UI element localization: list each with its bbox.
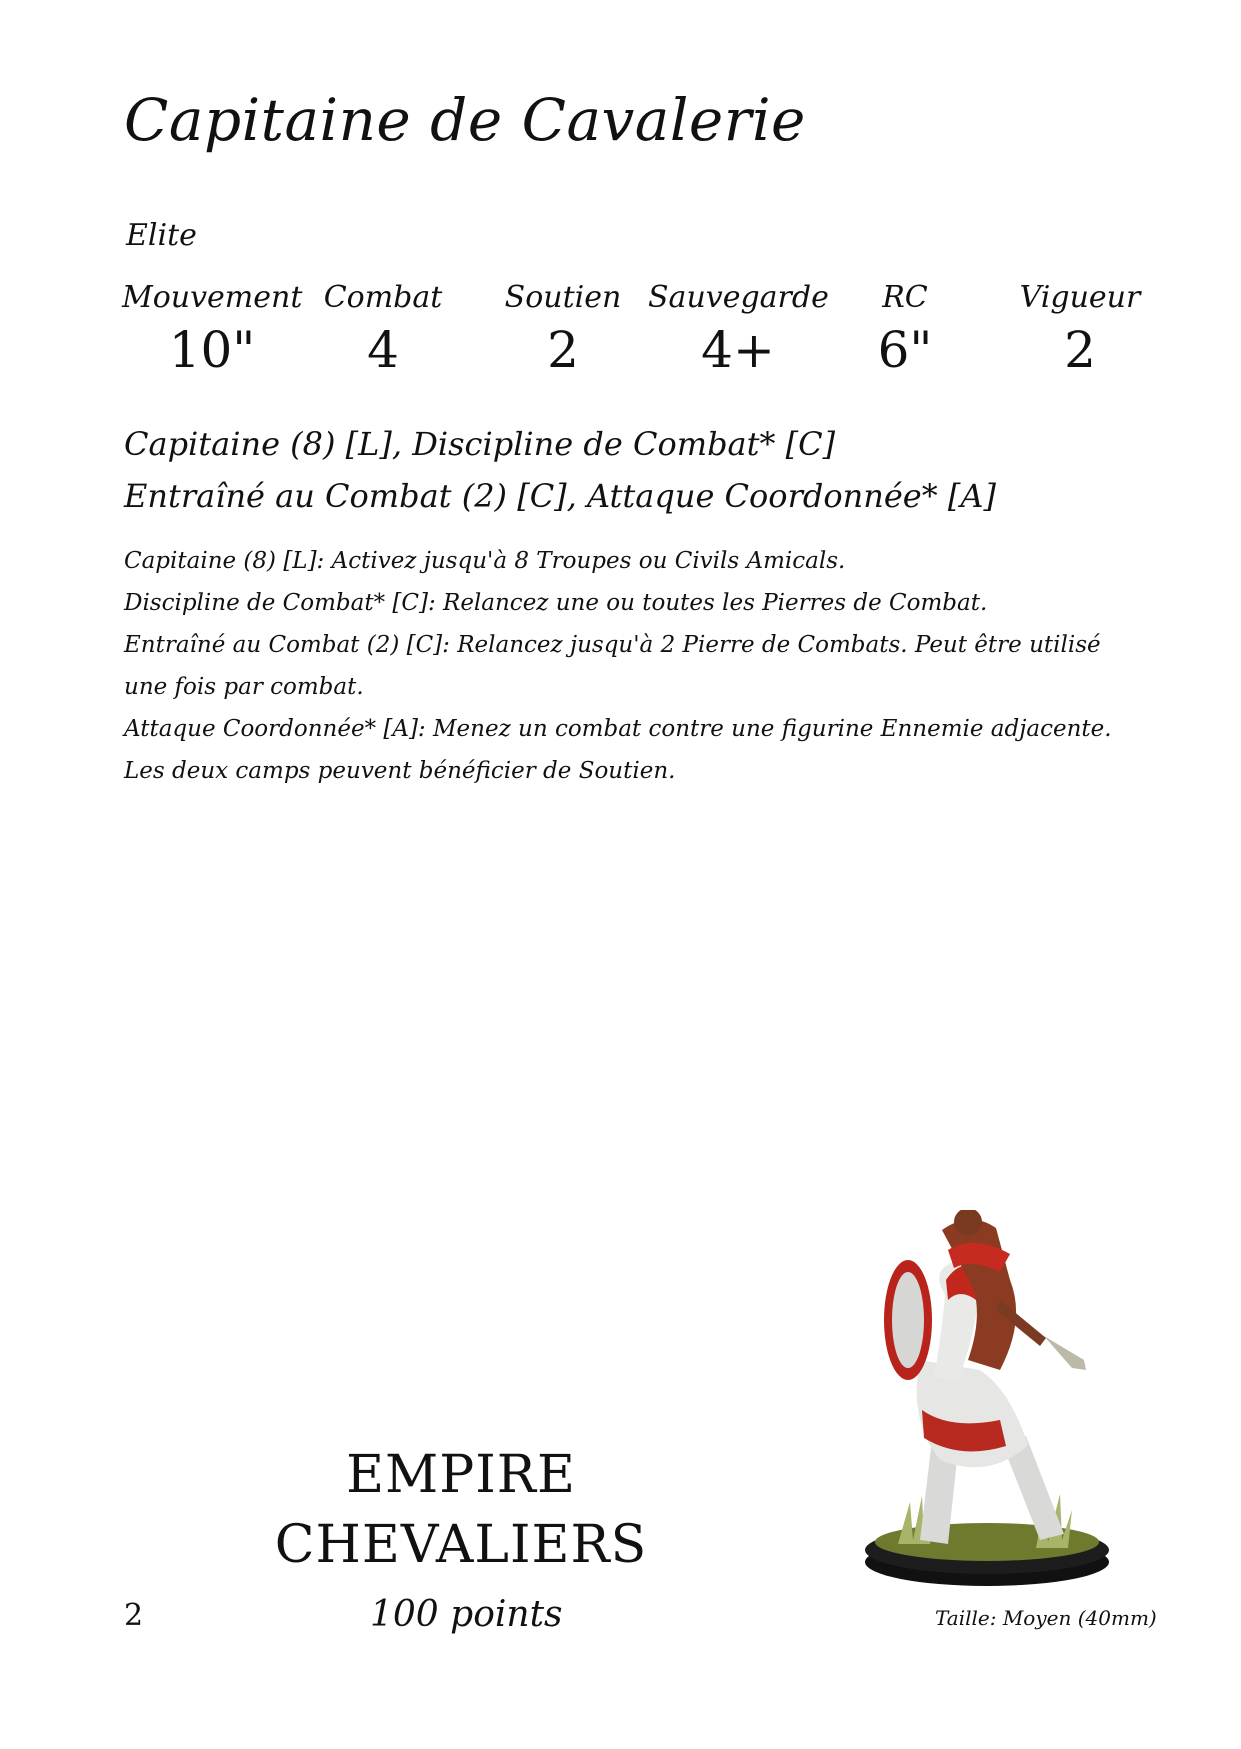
stat-label: Sauvegarde xyxy=(648,280,829,315)
size-info: Taille: Moyen (40mm) xyxy=(935,1606,1157,1630)
stat-value: 2 xyxy=(1064,321,1096,379)
faction-line: EMPIRE xyxy=(346,1445,576,1505)
ability-line: Entraîné au Combat (2) [C], Attaque Coordonnée* [A] xyxy=(124,477,996,515)
rule-paragraph: Discipline de Combat* [C]: Relancez une ou toutes les Pierres de Combat. xyxy=(124,590,988,616)
stat-mouvement xyxy=(122,280,302,379)
page-number: 2 xyxy=(124,1598,144,1633)
stat-label: Combat xyxy=(323,280,443,315)
miniature-figure-icon xyxy=(850,1210,1120,1590)
stat-sauvegarde xyxy=(648,280,828,379)
rule-paragraph: Capitaine (8) [L]: Activez jusqu'à 8 Troupes ou Civils Amicals. xyxy=(124,548,846,574)
stat-soutien xyxy=(498,280,628,379)
stat-rc xyxy=(860,280,950,379)
rule-paragraph: Attaque Coordonnée* [A]: Menez un combat contre une figurine Ennemie adjacente. Les deux camps peuvent bénéficier de Soutien. xyxy=(124,716,1112,784)
rule-paragraph: Entraîné au Combat (2) [C]: Relancez jusqu'à 2 Pierre de Combats. Peut être utilisé une fois par combat. xyxy=(124,632,1101,700)
stat-value: 4 xyxy=(367,321,399,379)
stat-value: 10" xyxy=(168,321,256,379)
rules-text xyxy=(124,540,1134,792)
stat-label: Soutien xyxy=(504,280,622,315)
stat-label: RC xyxy=(882,280,928,315)
ability-list xyxy=(124,418,996,522)
stat-block xyxy=(0,280,1241,390)
stat-value: 6" xyxy=(877,321,933,379)
points-cost: 100 points xyxy=(370,1594,563,1635)
card-title: Capitaine de Cavalerie xyxy=(124,86,806,154)
faction-name xyxy=(236,1440,686,1580)
stat-label: Vigueur xyxy=(1019,280,1141,315)
stat-vigueur xyxy=(1010,280,1150,379)
stat-value: 2 xyxy=(547,321,579,379)
stat-label: Mouvement xyxy=(122,280,303,315)
stat-combat xyxy=(318,280,448,379)
ability-line: Capitaine (8) [L], Discipline de Combat* [C] xyxy=(124,425,836,463)
stat-value: 4+ xyxy=(701,321,775,379)
faction-line: CHEVALIERS xyxy=(274,1515,648,1575)
card-category: Elite xyxy=(126,218,197,253)
